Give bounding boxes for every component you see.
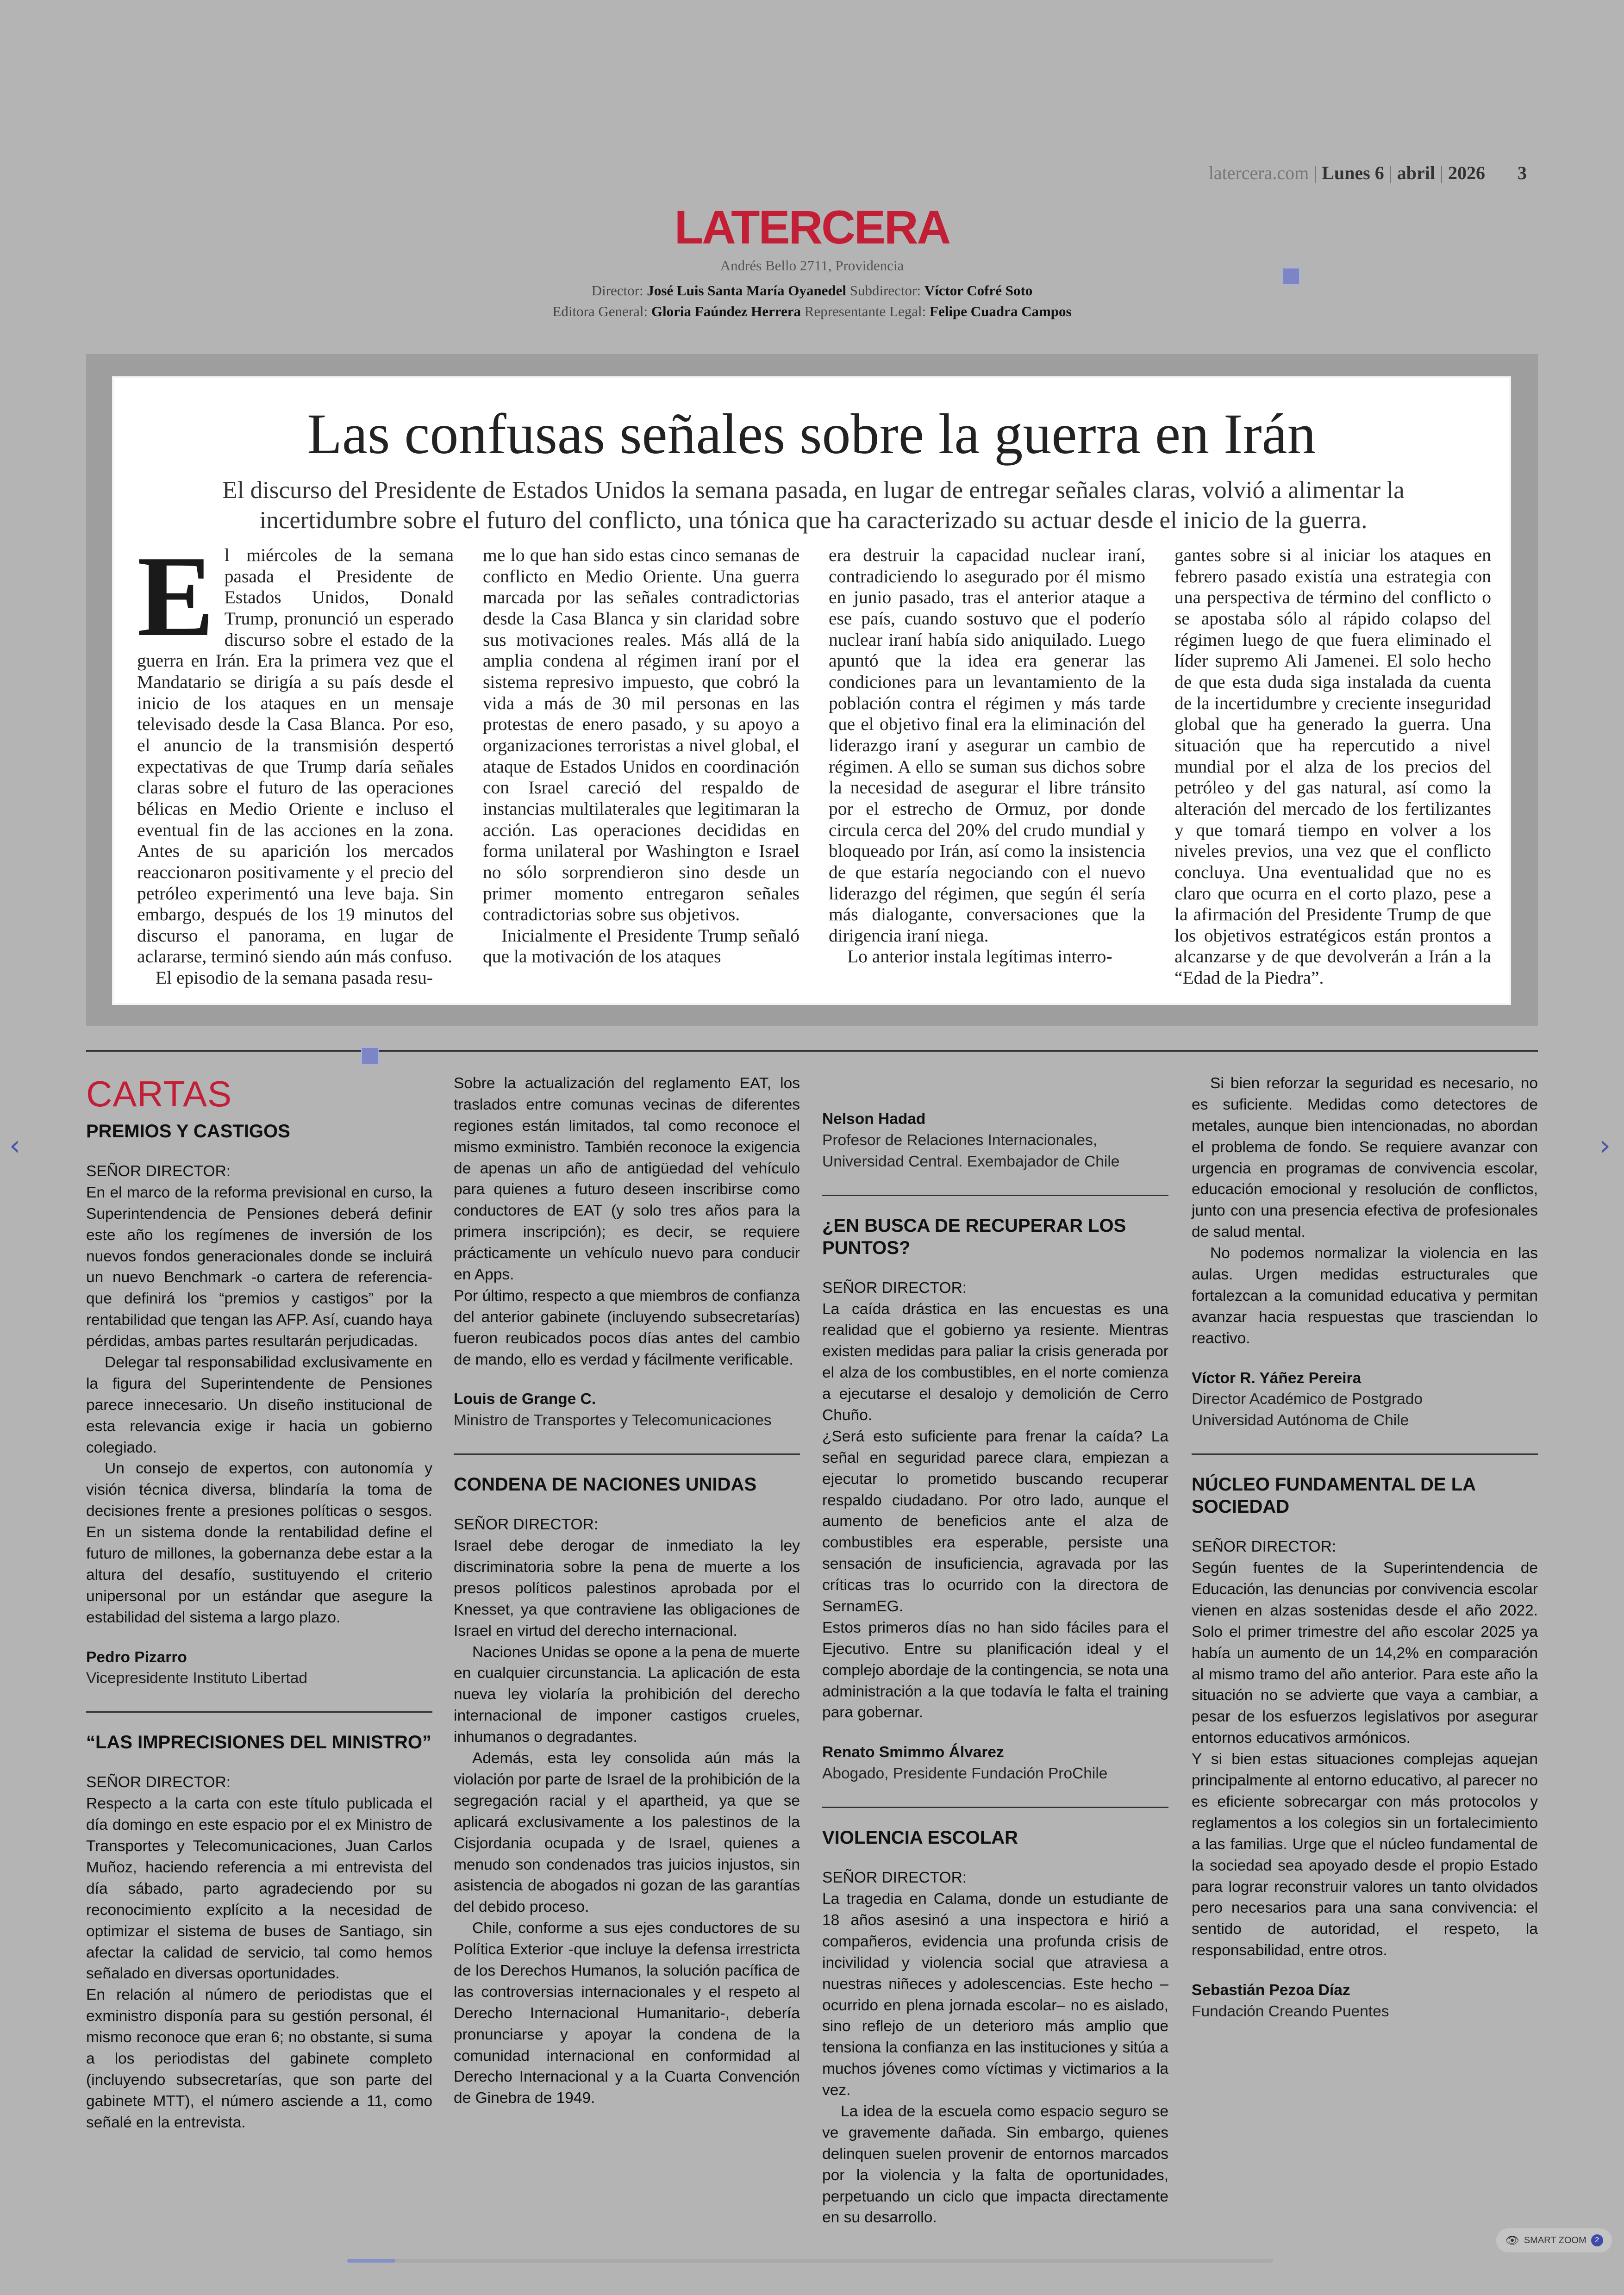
letter-role: Universidad Central. Exembajador de Chile: [822, 1153, 1120, 1170]
letter-signature: Pedro Pizarro: [86, 1648, 187, 1666]
letter-role: Profesor de Relaciones Internacionales,: [822, 1131, 1098, 1149]
date-bar: [1209, 162, 1527, 184]
letter-paragraph: Sobre la actualización del reglamento EAT, los traslados entre comunas vecinas de diferentes regiones están limitados, tal como reconoce el mismo exministro. También reconoce la exigencia de apenas un año de antigüedad del vehículo para quienes a futuro deseen inscribirse como conductores de EAT (y solo tres años para la primera inscripción); es decir, se requiere prácticamente un vehículo nuevo para conducir en Apps.: [454, 1075, 800, 1284]
editorial-column-4: [1174, 545, 1491, 989]
letters-column-4: [1192, 1073, 1538, 2022]
address: Andrés Bello 2711, Providencia: [720, 257, 904, 274]
letter-role: Universidad Autónoma de Chile: [1192, 1412, 1409, 1429]
editorial-paragraph: Lo anterior instala legítimas interro-: [847, 946, 1112, 967]
editorial-deck: El discurso del Presidente de Estados Unidos la semana pasada, en lugar de entregar señales claras, volvió a alimentar la incertidumbre sobre el futuro del conflicto, una tónica que ha caracterizado su actuar desde el inicio de la guerra.: [222, 477, 1405, 534]
director-name: José Luis Santa María Oyanedel: [647, 282, 846, 299]
letter-salutation: SEÑOR DIRECTOR:: [822, 1279, 967, 1297]
letter-paragraph: La caída drástica en las encuestas es una realidad que el gobierno ya resiente. Mientras existen medidas para paliar la crisis generada por el alza de los combustibles, en el norte comienza a ejecutarse el desalojo y demolición de Cerro Chuño.: [822, 1300, 1168, 1424]
editorial-paragraph: gantes sobre si al iniciar los ataques en febrero pasado existía una estrategia con una perspectiva de término del conflicto o se apostaba sólo al rápido colapso del régimen luego de que fuera eliminado el líder supremo Ali Jamenei. El solo hecho de que esta duda siga instalada da cuenta de la incertidumbre y creciente inseguridad global que ha generado la guerra. Una situación que ha repercutido a nivel mundial por el alza de los precios del petróleo y del gas natural, así como la alteración del mercado de los fertilizantes y que tomará tiempo en volver a los niveles previos, una vez que el conflicto concluya. Una eventualidad que no es claro que ocurra en el corto plazo, pese a la afirmación del Presidente Trump de que los objetivos estratégicos están prontos a alcanzarse y de que devolverán a Irán a la “Edad de la Piedra”.: [1174, 545, 1491, 988]
letter-title: “LAS IMPRECISIONES DEL MINISTRO”: [86, 1732, 431, 1753]
letter-paragraph: En el marco de la reforma previsional en curso, la Superintendencia de Pensiones deberá definir este año los regímenes de inversión de los nuevos fondos generacionales donde se incluirá un nuevo Benchmark -o cartera de referencia- que definirá los “premios y castigos” por la rentabilidad que tengan las AFP. Así, cuando haya pérdidas, ambas partes resultarán perjudicadas.: [86, 1184, 432, 1350]
letter-divider: [86, 1711, 432, 1713]
separator: |: [1313, 162, 1318, 183]
letter-signature: Víctor R. Yáñez Pereira: [1192, 1369, 1362, 1387]
letter-paragraph: La tragedia en Calama, donde un estudiante de 18 años asesinó a una inspectora e hirió a compañeros, evidencia una profunda crisis de incivilidad y violencia social que atraviesa a nuestras niñeces y adolescencias. Este hecho –ocurrido en plena jornada escolar– no es aislado, sino reflejo de un deterioro más amplio que tensiona la confianza en las instituciones y sitúa a muchos jóvenes como víctimas y victimarios a la vez.: [822, 1890, 1168, 2099]
editora-name: Gloria Faúndez Herrera: [651, 303, 801, 319]
zoom-count-badge: 2: [1591, 2234, 1603, 2246]
editorial-column-2: [483, 545, 800, 967]
letter-salutation: SEÑOR DIRECTOR:: [86, 1774, 231, 1791]
letter-paragraph: En relación al número de periodistas que el exministro disponía para su gestión personal, él mismo reconoce que eran 6; no obstante, si suma a los periodistas del gabinete completo (incluyendo subsecretarías, que son parte del gabinete MTT), el número asciende a 11, como señalé en la entrevista.: [86, 1986, 432, 2131]
letter-paragraph: La idea de la escuela como espacio seguro se ve gravemente dañada. Sin embargo, quienes delinquen suelen provenir de entornos marcados por la violencia y la falta de oportunidades, perpetuando un ciclo que impacta directamente en su desarrollo.: [822, 2102, 1168, 2226]
letter-divider: [822, 1807, 1168, 1808]
letter-paragraph: Delegar tal responsabilidad exclusivamente en la figura del Superintendente de Pensiones parece innecesario. Un diseño institucional de esta relevancia exige ir hacia un gobierno colegiado.: [86, 1354, 432, 1456]
letter-divider: [454, 1453, 800, 1455]
eye-icon: 👁: [1505, 2234, 1519, 2247]
section-title: CARTAS: [86, 1073, 232, 1114]
editorial-article[interactable]: [112, 376, 1511, 1005]
letter-salutation: SEÑOR DIRECTOR:: [454, 1516, 599, 1534]
letter-salutation: SEÑOR DIRECTOR:: [822, 1869, 967, 1887]
editora-label: Editora General:: [552, 303, 648, 319]
letters-column-3: [822, 1109, 1168, 2228]
letter-salutation: SEÑOR DIRECTOR:: [86, 1163, 231, 1180]
next-page-icon[interactable]: ›: [1599, 1129, 1611, 1162]
editorial-paragraph: me lo que han sido estas cinco semanas de conflicto en Medio Oriente. Una guerra marcada por las señales contradictorias desde la Casa Blanca y sin claridad sobre sus motivaciones reales. Más allá de la amplia condena al régimen iraní por el sistema represivo impuesto, que cobró la vida a más de 30 mil personas en las protestas de enero pasado, y su apoyo a organizaciones terroristas a nivel global, el ataque de Estados Unidos en coordinación con Israel careció del respaldo de instancias multilaterales que legitimaran la acción. Las operaciones decididas en forma unilateral por Washington e Israel no sólo sorprendieron sino desde un primer momento entregaron señales contradictorias sobre sus objetivos.: [483, 545, 800, 925]
site-name: latercera.com: [1208, 162, 1309, 183]
representante-label: Representante Legal:: [804, 303, 926, 319]
date-month: abril: [1397, 162, 1435, 183]
staff-box: [0, 281, 1624, 322]
page-scrollbar[interactable]: [347, 2259, 1273, 2263]
letter-signature: Louis de Grange C.: [454, 1391, 596, 1408]
letter-role: Abogado, Presidente Fundación ProChile: [822, 1765, 1108, 1783]
editorial-column-3: [829, 545, 1145, 967]
masthead: [0, 201, 1624, 322]
letter-paragraph: Si bien reforzar la seguridad es necesario, no es suficiente. Medidas como detectores de metales, aunque bien intencionadas, no abordan el problema de fondo. Se requiere avanzar con urgencia en programas de convivencia escolar, educación emocional y resolución de conflictos, junto con una presencia efectiva de profesionales de salud mental.: [1192, 1075, 1538, 1241]
letter-paragraph: Naciones Unidas se opone a la pena de muerte en cualquier circunstancia. La aplicación de esta nueva ley violaría la prohibición del derecho internacional de imponer castigos crueles, inhumanos o degradantes.: [454, 1643, 800, 1746]
letter-role: Fundación Creando Puentes: [1192, 2002, 1389, 2020]
letter-title: NÚCLEO FUNDAMENTAL DE LA SOCIEDAD: [1192, 1474, 1475, 1517]
separator: |: [1439, 162, 1443, 183]
letter-paragraph: No podemos normalizar la violencia en las aulas. Urgen medidas estructurales que fortalezcan a la comunidad educativa y permitan avanzar hacia respuestas que trasciendan lo reactivo.: [1192, 1245, 1538, 1347]
section-divider: [86, 1050, 1538, 1052]
page-number: 3: [1518, 162, 1527, 183]
editorial-paragraph: Inicialmente el Presidente Trump señaló que la motivación de los ataques: [483, 925, 800, 967]
letter-title: PREMIOS Y CASTIGOS: [86, 1121, 290, 1141]
letters-column-2: [454, 1073, 800, 2109]
region-marker-icon[interactable]: [361, 1047, 379, 1065]
smart-zoom-label: SMART ZOOM: [1524, 2235, 1587, 2245]
editorial-paragraph: l miércoles de la semana pasada el Presidente de Estados Unidos, Donald Trump, pronunció un esperado discurso sobre el estado de la guerra en Irán. Era la primera vez que el Mandatario se dirigía a su país desde el inicio de los ataques en un mensaje televisado desde la Casa Blanca. Por eso, el anuncio de la transmisión despertó expectativas de que Trump daría señales claras sobre el futuro de las operaciones bélicas en Medio Oriente e incluso el eventual fin de las acciones en la zona. Antes de su aparición los mercados reaccionaron positivamente y el precio del petróleo experimentó una leve baja. Sin embargo, después de los 19 minutos del discurso el panorama, en lugar de aclararse, terminó siendo aún más confuso.: [137, 545, 454, 967]
letter-paragraph: Chile, conforme a sus ejes conductores de su Política Exterior -que incluye la defensa irrestricta de los Derechos Humanos, la solución pacífica de las controversias internacionales y el respeto al Derecho Internacional Humanitario-, debería pronunciarse y apoyar la condena de la comunidad internacional en conformidad al Derecho Internacional y a la Cuarta Convención de Ginebra de 1949.: [454, 1920, 800, 2107]
newspaper-logo: LATERCERA: [674, 201, 950, 254]
date-day: Lunes 6: [1322, 162, 1384, 183]
letter-divider: [1192, 1453, 1538, 1455]
letter-role: Ministro de Transportes y Telecomunicaciones: [454, 1412, 772, 1429]
scrollbar-thumb[interactable]: [347, 2259, 395, 2263]
letter-role: Director Académico de Postgrado: [1192, 1391, 1423, 1408]
smart-zoom-button[interactable]: [1496, 2228, 1612, 2252]
letter-paragraph: Y si bien estas situaciones complejas aquejan principalmente al entorno educativo, al parecer no es eficiente sobrecargar con más protocolos y reglamentos a los colegios sin un fortalecimiento a las familias. Urge que el núcleo fundamental de la sociedad sea apoyado desde el propio Estado para lograr reconstruir valores un tanto olvidados pero necesarios para una sana convivencia: el sentido de autoridad, el respeto, la responsabilidad, entre otros.: [1192, 1751, 1538, 1959]
letter-paragraph: ¿Será esto suficiente para frenar la caída? La señal en seguridad parece clara, empiezan a ejecutar lo prometido buscando recuperar respaldo ciudadano. Por otro lado, aunque el aumento de beneficios ante el alza de combustibles era esperable, persiste una sensación de insuficiencia, agravada por las críticas tras lo ocurrido con la directora de SernamEG.: [822, 1428, 1168, 1615]
prev-page-icon[interactable]: ‹: [9, 1129, 20, 1162]
letter-title: CONDENA DE NACIONES UNIDAS: [454, 1474, 757, 1495]
director-label: Director:: [591, 282, 643, 299]
representante-name: Felipe Cuadra Campos: [930, 303, 1072, 319]
letter-paragraph: Según fuentes de la Superintendencia de Educación, las denuncias por convivencia escolar vienen en alzas sostenidas desde el año 2022. Solo el primer trimestre del año escolar 2025 ya había un aumento de un 14,2% en comparación al mismo tramo del año anterior. Para este año la situación no se advierte que vaya a cambiar, a pesar de los esfuerzos legislativos por asegurar entornos educativos armónicos.: [1192, 1559, 1538, 1747]
editorial-column-1: [137, 532, 454, 989]
letters-column-1: [86, 1120, 432, 2133]
editorial-title: Las confusas señales sobre la guerra en Irán: [307, 402, 1316, 466]
letter-paragraph: Respecto a la carta con este título publicada el día domingo en este espacio por el ex Ministro de Transportes y Telecomunicaciones, Juan Carlos Muñoz, haciendo referencia a mi entrevista del día sábado, parto agradeciendo por su reconocimiento explícito a la necesidad de optimizar el sistema de buses de Santiago, sin afectar la calidad de servicio, tal como hemos señalado en diversas oportunidades.: [86, 1795, 432, 1983]
letter-paragraph: Además, esta ley consolida aún más la violación por parte de Israel de la prohibición de la segregación racial y el apartheid, ya que se aplicará exclusivamente a los palestinos de la Cisjordania ocupada y de Israel, quienes a menudo son condenados tras juicios injustos, sin asistencia de abogados ni gozan de las garantías del debido proceso.: [454, 1750, 800, 1916]
letter-signature: Renato Smimmo Álvarez: [822, 1744, 1004, 1761]
letter-salutation: SEÑOR DIRECTOR:: [1192, 1538, 1337, 1556]
separator: |: [1388, 162, 1393, 183]
letter-paragraph: Por último, respecto a que miembros de confianza del anterior gabinete (incluyendo subsecretarías) fueron reubicados pocos días antes del cambio de mando, ello es verdad y fácilmente verificable.: [454, 1287, 800, 1368]
date-year: 2026: [1448, 162, 1485, 183]
letter-role: Vicepresidente Instituto Libertad: [86, 1670, 307, 1687]
subdirector-name: Víctor Cofré Soto: [924, 282, 1033, 299]
letter-title: ¿EN BUSCA DE RECUPERAR LOS PUNTOS?: [822, 1215, 1126, 1258]
drop-cap: E: [137, 532, 214, 661]
letter-paragraph: Un consejo de expertos, con autonomía y visión técnica diversa, blindaría la toma de decisiones frente a presiones políticas o sesgos. En un sistema donde la rentabilidad define el futuro de millones, la gobernanza debe estar a la altura del desafío, sustituyendo el criterio unipersonal por un estándar que asegure la estabilidad del sistema a largo plazo.: [86, 1460, 432, 1626]
editorial-paragraph: El episodio de la semana pasada resu-: [156, 967, 433, 988]
letter-paragraph: Estos primeros días no han sido fáciles para el Ejecutivo. Entre su planificación ideal y el complejo abordaje de la contingencia, se nota una administración a la que todavía le falta el training para gobernar.: [822, 1619, 1168, 1721]
subdirector-label: Subdirector:: [849, 282, 921, 299]
letter-signature: Nelson Hadad: [822, 1110, 926, 1128]
editorial-paragraph: era destruir la capacidad nuclear iraní, contradiciendo lo asegurado por él mismo en junio pasado, tras el anterior ataque a ese país, cuando sostuvo que el poderío nuclear iraní había sido aniquilado. Luego apuntó que la idea era generar las condiciones para un levantamiento de la población contra el régimen y más tarde que el objetivo final era la eliminación del liderazgo iraní y asegurar un cambio de régimen. A ello se suman sus dichos sobre la necesidad de asegurar el libre tránsito por el estrecho de Ormuz, por donde circula cerca del 20% del crudo mundial y bloqueado por Irán, así como la insistencia de que estaría negociando con el nuevo liderazgo del régimen, que según él sería más dialogante, conversaciones que la dirigencia iraní niega.: [829, 545, 1145, 946]
letter-title: VIOLENCIA ESCOLAR: [822, 1827, 1018, 1848]
letter-divider: [822, 1195, 1168, 1196]
region-marker-icon[interactable]: [1282, 268, 1300, 285]
letter-paragraph: Israel debe derogar de inmediato la ley discriminatoria sobre la pena de muerte a los presos políticos palestinos aprobada por el Knesset, ya que contraviene las obligaciones de Israel en virtud del derecho internacional.: [454, 1537, 800, 1640]
letter-signature: Sebastián Pezoa Díaz: [1192, 1982, 1350, 1999]
